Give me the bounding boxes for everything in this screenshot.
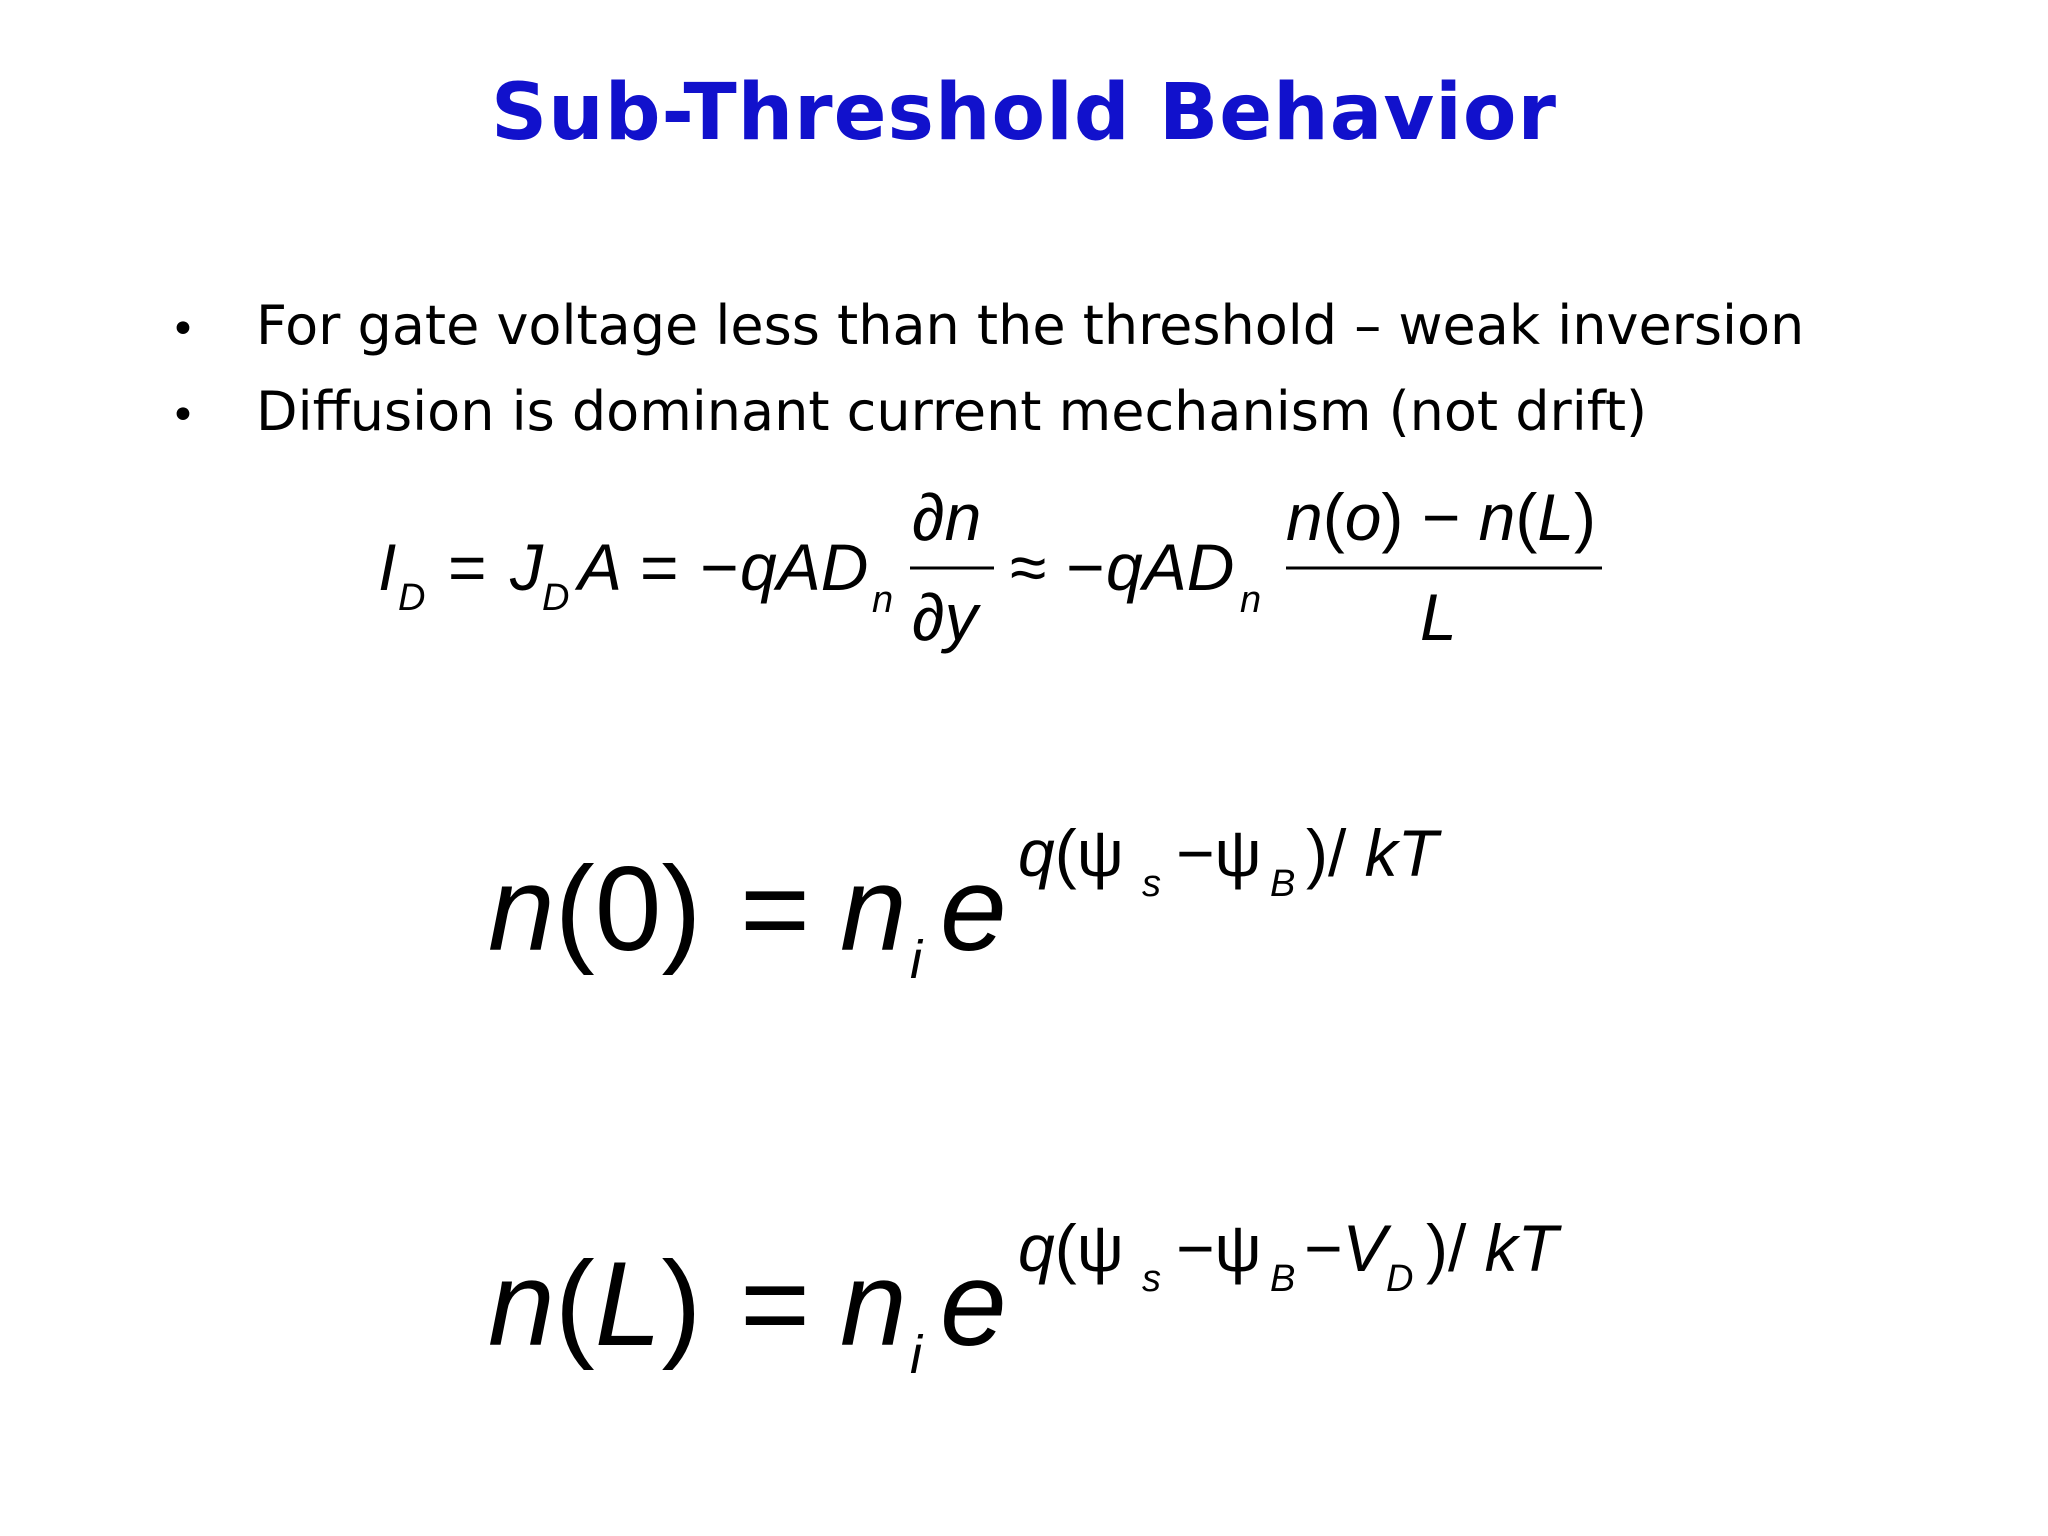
- svg-text:e: e: [940, 842, 1007, 976]
- svg-text:=: =: [448, 530, 487, 604]
- svg-text:=: =: [640, 530, 679, 604]
- svg-text:∂y: ∂y: [912, 580, 978, 654]
- svg-text:≈: ≈: [1010, 530, 1047, 604]
- equation-current: [0, 470, 2048, 670]
- svg-text:−: −: [1066, 530, 1105, 604]
- svg-text:B: B: [1270, 863, 1296, 905]
- svg-text:−: −: [700, 530, 739, 604]
- svg-text:e: e: [940, 1237, 1007, 1371]
- svg-text:s: s: [1142, 863, 1161, 905]
- svg-text:qAD: qAD: [740, 530, 869, 604]
- svg-text:q(ψ: q(ψ: [1018, 1211, 1124, 1285]
- equation-nL: [0, 1195, 2048, 1395]
- svg-text:i: i: [910, 930, 922, 990]
- svg-text:−ψ: −ψ: [1176, 816, 1262, 890]
- svg-text:qAD: qAD: [1106, 530, 1235, 604]
- svg-text:=: =: [740, 1237, 811, 1371]
- bullet-item: [170, 371, 1804, 457]
- svg-text:J: J: [510, 530, 543, 604]
- slide-title: Sub-Threshold Behavior: [491, 68, 1557, 158]
- svg-text:n: n: [1240, 579, 1262, 621]
- svg-text:∂n: ∂n: [912, 480, 982, 554]
- svg-text:−ψ: −ψ: [1176, 1211, 1262, 1285]
- equation-n0: [0, 800, 2048, 1000]
- svg-text:I: I: [378, 530, 397, 604]
- bullet-text: Diffusion is dominant current mechanism (not drift): [256, 380, 1648, 443]
- bullet-icon: •: [170, 390, 196, 441]
- bullet-item: [170, 285, 1804, 371]
- svg-text:D: D: [1386, 1258, 1414, 1300]
- svg-text:D: D: [542, 577, 570, 619]
- svg-text:n(L): n(L): [488, 1237, 702, 1371]
- svg-text:D: D: [398, 577, 426, 619]
- svg-text:n: n: [872, 579, 894, 621]
- svg-text:A: A: [578, 530, 623, 604]
- svg-text:n: n: [840, 842, 907, 976]
- svg-text:n(o) − n(L): n(o) − n(L): [1286, 480, 1597, 554]
- svg-text:q(ψ: q(ψ: [1018, 816, 1124, 890]
- svg-text:B: B: [1270, 1258, 1296, 1300]
- svg-text:−V: −V: [1304, 1211, 1387, 1285]
- svg-text:)/ kT: )/ kT: [1426, 1211, 1558, 1285]
- svg-text:L: L: [1420, 580, 1457, 654]
- bullet-text: For gate voltage less than the threshold – weak inversion: [256, 294, 1805, 357]
- bullet-icon: •: [170, 304, 196, 355]
- bullet-list: [170, 285, 1804, 457]
- svg-text:i: i: [910, 1325, 922, 1385]
- svg-text:n(0): n(0): [488, 842, 702, 976]
- svg-text:s: s: [1142, 1258, 1161, 1300]
- svg-text:)/ kT: )/ kT: [1306, 816, 1438, 890]
- svg-text:=: =: [740, 842, 811, 976]
- svg-text:n: n: [840, 1237, 907, 1371]
